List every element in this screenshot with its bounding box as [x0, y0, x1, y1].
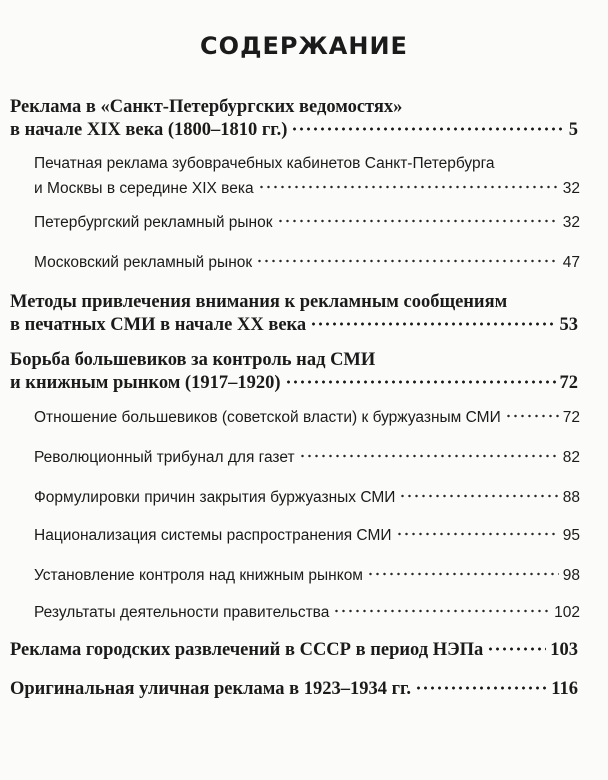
entry-page-number: 32	[562, 180, 580, 197]
entry-page-number: 88	[562, 489, 580, 506]
dot-leader	[399, 494, 558, 498]
page-title: СОДЕРЖАНИЕ	[200, 32, 408, 60]
toc-entry-section[interactable]	[34, 567, 580, 592]
toc-entry-section[interactable]	[34, 449, 580, 474]
dot-leader	[487, 647, 546, 651]
dot-leader	[285, 380, 556, 384]
dot-leader	[333, 609, 550, 613]
toc-entry-chapter[interactable]	[10, 640, 578, 663]
toc-entry-section[interactable]	[34, 604, 580, 629]
toc-entry-chapter[interactable]	[10, 97, 578, 143]
entry-title-line2: и книжным рынком (1917–1920)	[10, 373, 281, 393]
entry-title: Отношение большевиков (советской власти) к буржуазным СМИ	[34, 409, 501, 426]
entry-title: Петербургский рекламный рынок	[34, 214, 273, 231]
entry-page-number: 102	[554, 604, 580, 621]
entry-page-number: 82	[562, 449, 580, 466]
entry-title-line2: и Москвы в середине XIX века	[34, 180, 254, 197]
toc-entry-chapter[interactable]	[10, 679, 578, 702]
entry-title: Оригинальная уличная реклама в 1923–1934 гг.	[10, 679, 411, 699]
entry-title: Московский рекламный рынок	[34, 254, 253, 271]
entry-title-line1: Реклама в «Санкт-Петербургских ведомостях»	[10, 97, 403, 117]
entry-page-number: 53	[559, 315, 578, 335]
toc-entry-chapter[interactable]	[10, 292, 578, 338]
dot-leader	[256, 259, 559, 263]
toc-entry-chapter[interactable]	[10, 350, 578, 396]
toc-entry-section[interactable]	[34, 409, 580, 434]
dot-leader	[277, 219, 559, 223]
dot-leader	[367, 572, 559, 576]
entry-title: Реклама городских развлечений в СССР в период НЭПа	[10, 640, 484, 660]
toc-entry-section[interactable]	[34, 214, 580, 239]
entry-page-number: 116	[551, 679, 578, 699]
entry-page-number: 103	[550, 640, 578, 660]
entry-page-number: 98	[562, 567, 580, 584]
toc-entry-section[interactable]	[34, 489, 580, 514]
entry-title: Установление контроля над книжным рынком	[34, 567, 363, 584]
entry-page-number: 72	[562, 409, 580, 426]
entry-title-line1: Методы привлечения внимания к рекламным сообщениям	[10, 292, 508, 312]
dot-leader	[310, 322, 555, 326]
entry-title-line2: в печатных СМИ в начале XX века	[10, 315, 307, 335]
entry-page-number: 47	[562, 254, 580, 271]
toc-entry-section[interactable]	[34, 254, 580, 279]
toc-entry-section[interactable]	[34, 155, 580, 205]
entry-title-line1: Печатная реклама зубоврачебных кабинетов Санкт-Петербурга	[34, 155, 495, 172]
dot-leader	[299, 454, 559, 458]
entry-title-line2: в начале XIX века (1800–1810 гг.)	[10, 120, 288, 140]
dot-leader	[291, 127, 564, 131]
entry-page-number: 72	[559, 373, 578, 393]
dot-leader	[505, 414, 559, 418]
entry-title: Формулировки причин закрытия буржуазных СМИ	[34, 489, 396, 506]
entry-page-number: 32	[562, 214, 580, 231]
entry-page-number: 95	[562, 527, 580, 544]
dot-leader	[396, 532, 559, 536]
toc-entry-section[interactable]	[34, 527, 580, 552]
entry-page-number: 5	[568, 120, 578, 140]
dot-leader	[258, 185, 559, 189]
entry-title-line1: Борьба большевиков за контроль над СМИ	[10, 350, 376, 370]
entry-title: Результаты деятельности правительства	[34, 604, 330, 621]
entry-title: Национализация системы распространения СМИ	[34, 527, 392, 544]
entry-title: Революционный трибунал для газет	[34, 449, 295, 466]
dot-leader	[415, 686, 547, 690]
